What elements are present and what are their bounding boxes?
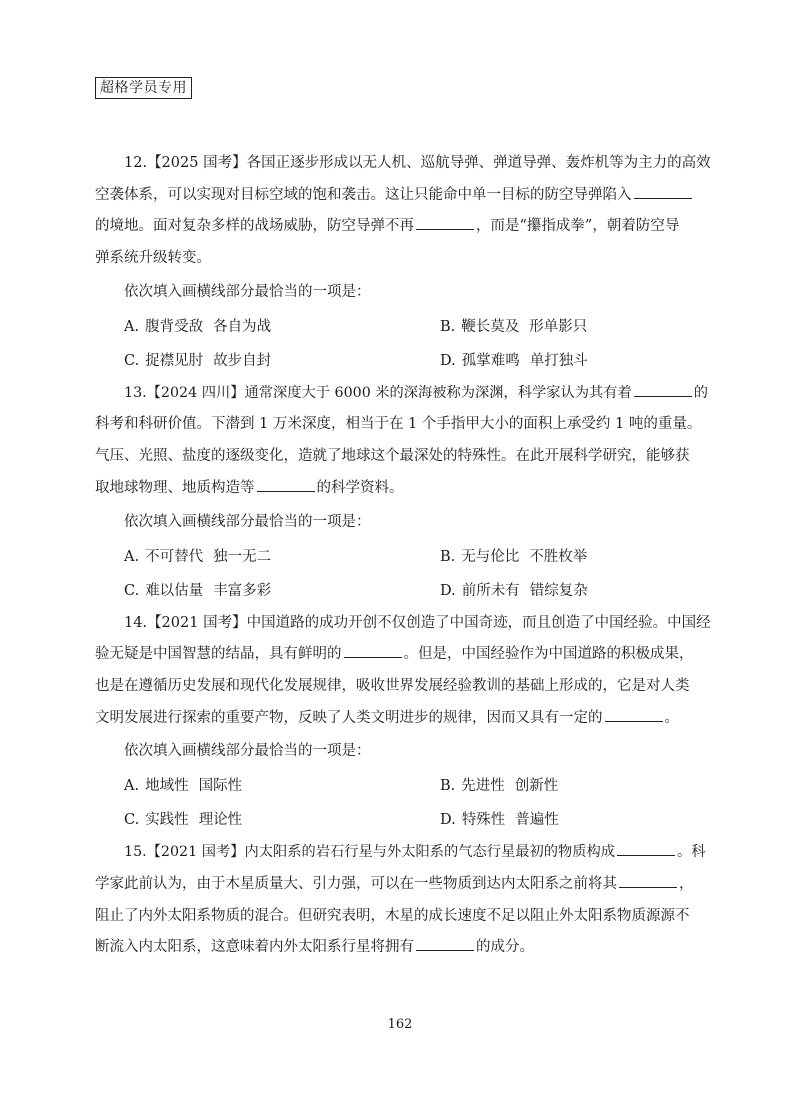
- question-text-line: [95, 901, 711, 933]
- option-letter: A.: [124, 548, 140, 565]
- option-word-1: 孤掌难鸣: [461, 352, 520, 369]
- text-segment: 的科学资料。: [316, 479, 404, 496]
- option-letter: B.: [440, 778, 456, 795]
- option-d[interactable]: [440, 574, 588, 608]
- question-15: [95, 837, 711, 964]
- option-letter: D.: [440, 582, 456, 599]
- question-source: 【2021 国考】: [146, 844, 245, 861]
- option-word-2: 错综复杂: [529, 582, 588, 599]
- question-number: 12.: [124, 155, 148, 171]
- option-word-1: 腹背受敌: [145, 318, 204, 335]
- options-row: [95, 803, 711, 837]
- page-number: 162: [387, 1017, 413, 1032]
- option-word-2: 独一无二: [213, 548, 272, 565]
- option-word-2: 理论性: [198, 812, 243, 829]
- fill-blank: [634, 382, 692, 397]
- text-segment: 阻止了内外太阳系物质的混合。但研究表明，木星的成长速度不足以阻止外太阳系物质源源不: [95, 907, 690, 924]
- text-segment: 各国正逐步形成以无人机、巡航导弹、弹道导弹、轰炸机等为主力的高效: [246, 155, 711, 171]
- question-text-line: [95, 180, 711, 212]
- question-text-line: [95, 148, 711, 180]
- option-letter: A.: [124, 778, 140, 795]
- option-word-2: 创新性: [514, 778, 559, 795]
- option-word-1: 先进性: [461, 778, 505, 795]
- question-12: [95, 148, 711, 378]
- question-number: 14.: [124, 614, 148, 631]
- option-word-2: 各自为战: [213, 318, 272, 335]
- question-prompt: 依次填入画横线部分最恰当的一项是：: [124, 513, 371, 530]
- option-word-2: 国际性: [198, 778, 243, 795]
- text-segment: 取地球物理、地质构造等: [95, 479, 255, 496]
- fill-blank: [416, 936, 474, 951]
- option-word-1: 鞭长莫及: [461, 318, 520, 335]
- question-13: [95, 378, 711, 608]
- text-segment: 。但是，中国经验作为中国道路的积极成果，: [403, 646, 694, 663]
- fill-blank: [634, 184, 692, 199]
- option-word-2: 普遍性: [515, 812, 559, 829]
- option-letter: C.: [124, 352, 140, 369]
- question-text-line: [95, 639, 711, 671]
- option-letter: D.: [440, 352, 456, 369]
- option-word-2: 单打独斗: [529, 352, 588, 369]
- question-text-line: [95, 837, 711, 869]
- fill-blank: [344, 643, 402, 658]
- question-text-line: [95, 211, 711, 243]
- text-segment: 的: [693, 384, 709, 401]
- option-d[interactable]: [440, 803, 559, 837]
- options-row: [95, 344, 711, 378]
- question-text-line: [95, 473, 711, 505]
- question-source: 【2024 四川】: [146, 384, 245, 401]
- option-word-1: 无与伦比: [461, 548, 520, 565]
- fill-blank: [605, 707, 663, 722]
- options-row: [95, 769, 711, 803]
- option-a[interactable]: [124, 769, 242, 803]
- fill-blank: [257, 477, 315, 492]
- option-d[interactable]: [440, 344, 588, 378]
- option-word-2: 丰富多彩: [213, 582, 272, 599]
- text-segment: 文明发展进行探索的重要产物，反映了人类文明进步的规律，因而又具有一定的: [95, 709, 603, 726]
- question-source: 【2021 国考】: [147, 614, 247, 631]
- text-segment: ，而是“攥指成拳”，朝着防空导: [476, 218, 680, 235]
- text-segment: 科考和科研价值。下潜到 1 万米深度，相当于在 1 个手指甲大小的面积上承受约 1 吨的重量。: [95, 416, 702, 433]
- option-c[interactable]: [124, 344, 271, 378]
- option-c[interactable]: [124, 574, 271, 608]
- text-segment: 的成分。: [476, 939, 534, 956]
- option-a[interactable]: [124, 540, 271, 574]
- option-word-1: 实践性: [145, 812, 189, 829]
- options-row: [95, 310, 711, 344]
- option-word-1: 不可替代: [145, 548, 204, 565]
- fill-blank: [619, 873, 677, 888]
- question-text-line: [95, 869, 711, 901]
- text-segment: 也是在遵循历史发展和现代化发展规律，吸收世界发展经验教训的基础上形成的，它是对人类: [95, 677, 690, 694]
- option-letter: C.: [124, 812, 140, 829]
- option-letter: B.: [440, 548, 456, 565]
- question-list: [95, 148, 711, 964]
- option-word-2: 不胜枚举: [529, 548, 588, 565]
- question-text-line: [95, 441, 711, 473]
- text-segment: 断流入内太阳系，这意味着内外太阳系行星将拥有: [95, 939, 414, 956]
- question-text-line: [95, 409, 711, 441]
- text-segment: 。科: [676, 844, 706, 861]
- text-segment: 气压、光照、盐度的逐级变化，造就了地球这个最深处的特殊性。在此开展科学研究，能够获: [95, 448, 690, 465]
- option-letter: A.: [124, 318, 140, 335]
- question-source: 【2025 国考】: [147, 155, 247, 171]
- option-c[interactable]: [124, 803, 242, 837]
- question-prompt: 依次填入画横线部分最恰当的一项是：: [124, 743, 371, 760]
- option-b[interactable]: [440, 769, 558, 803]
- text-segment: 验无疑是中国智慧的结晶，具有鲜明的: [95, 646, 342, 663]
- question-number: 15.: [124, 844, 147, 861]
- question-text-line: [95, 608, 711, 640]
- text-segment: 中国道路的成功开创不仅创造了中国奇迹，而且创造了中国经验。中国经: [246, 614, 711, 631]
- text-segment: 内太阳系的岩石行星与外太阳系的气态行星最初的物质构成: [244, 844, 615, 861]
- text-segment: 。: [664, 709, 679, 726]
- question-text-line: [95, 243, 711, 275]
- option-word-1: 难以估量: [145, 582, 204, 599]
- option-b[interactable]: [440, 540, 587, 574]
- text-segment: ，: [679, 875, 694, 892]
- student-badge: 超格学员专用: [95, 77, 192, 99]
- question-number: 13.: [124, 384, 147, 401]
- text-segment: 弹系统升级转变。: [95, 250, 211, 267]
- question-text-line: [95, 932, 711, 964]
- option-letter: B.: [440, 318, 456, 335]
- text-segment: 通常深度大于 6000 米的深海被称为深渊，科学家认为其有着: [244, 384, 632, 401]
- question-14: [95, 608, 711, 838]
- question-text-line: [95, 703, 711, 735]
- options-row: [95, 540, 711, 574]
- option-word-2: 形单影只: [529, 318, 588, 335]
- question-prompt: 依次填入画横线部分最恰当的一项是：: [124, 283, 371, 300]
- option-word-1: 特殊性: [461, 812, 506, 829]
- option-word-1: 捉襟见肘: [145, 352, 204, 369]
- option-word-1: 地域性: [145, 778, 189, 795]
- fill-blank: [416, 215, 474, 230]
- text-segment: 空袭体系，可以实现对目标空域的饱和袭击。这让只能命中单一目标的防空导弹陷入: [95, 186, 632, 203]
- text-segment: 学家此前认为，由于木星质量大、引力强，可以在一些物质到达内太阳系之前将其: [95, 875, 617, 892]
- fill-blank: [617, 841, 675, 856]
- question-text-line: [95, 671, 711, 703]
- option-word-2: 故步自封: [213, 352, 272, 369]
- option-a[interactable]: [124, 310, 271, 344]
- question-text-line: [95, 378, 711, 410]
- option-letter: C.: [124, 582, 140, 599]
- option-letter: D.: [440, 812, 456, 829]
- option-word-1: 前所未有: [461, 582, 520, 599]
- options-row: [95, 574, 711, 608]
- option-b[interactable]: [440, 310, 587, 344]
- text-segment: 的境地。面对复杂多样的战场威胁，防空导弹不再: [95, 218, 414, 235]
